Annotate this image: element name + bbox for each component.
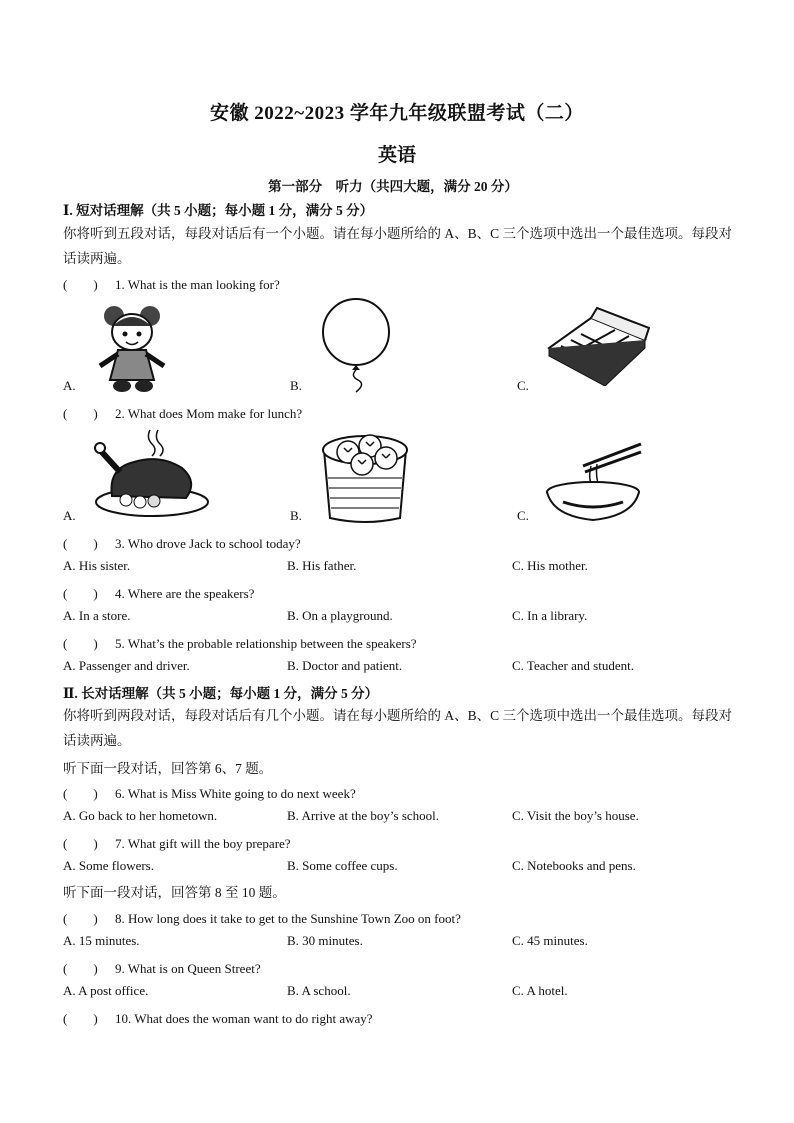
answer-blank[interactable]: ( ) xyxy=(63,536,98,551)
option-6c: C. Visit the boy’s house. xyxy=(512,808,639,823)
answer-blank[interactable]: ( ) xyxy=(63,836,98,851)
question-6 xyxy=(63,783,356,802)
answer-blank[interactable]: ( ) xyxy=(63,786,98,801)
option-9c: C. A hotel. xyxy=(512,983,568,998)
option-4c: C. In a library. xyxy=(512,608,588,623)
exam-title: 安徽 2022~2023 学年九年级联盟考试（二） xyxy=(210,103,584,124)
option-7c: C. Notebooks and pens. xyxy=(512,858,636,873)
option-6a: A. Go back to her hometown. xyxy=(63,808,218,823)
option-8a: A. 15 minutes. xyxy=(63,933,140,948)
option-4b: B. On a playground. xyxy=(287,608,393,623)
option-5a: A. Passenger and driver. xyxy=(63,658,190,673)
option-2b: B. xyxy=(290,508,302,523)
option-8b: B. 30 minutes. xyxy=(287,933,363,948)
question-5 xyxy=(63,633,417,652)
answer-blank[interactable]: ( ) xyxy=(63,911,98,926)
question-text: 10. What does the woman want to do right away? xyxy=(115,1011,373,1026)
question-10 xyxy=(63,1008,373,1027)
question-3 xyxy=(63,533,301,552)
option-8c: C. 45 minutes. xyxy=(512,933,588,948)
option-6b: B. Arrive at the boy’s school. xyxy=(287,808,440,823)
option-4a: A. In a store. xyxy=(63,608,131,623)
option-3c: C. His mother. xyxy=(512,558,588,573)
dumplings-picture xyxy=(318,428,412,526)
roast-chicken-picture xyxy=(90,428,214,520)
option-9a: A. A post office. xyxy=(63,983,149,998)
option-1a: A. xyxy=(63,378,76,393)
question-4 xyxy=(63,583,254,602)
question-text: 6. What is Miss White going to do next week? xyxy=(115,786,356,801)
answer-blank[interactable]: ( ) xyxy=(63,277,98,292)
subject-title: 英语 xyxy=(377,145,416,166)
option-2a: A. xyxy=(63,508,76,523)
question-text: 8. How long does it take to get to the Sunshine Town Zoo on foot? xyxy=(115,911,461,926)
option-2c: C. xyxy=(517,508,529,523)
option-9b: B. A school. xyxy=(287,983,351,998)
question-text: 9. What is on Queen Street? xyxy=(115,961,261,976)
option-3a: A. His sister. xyxy=(63,558,131,573)
question-text: 3. Who drove Jack to school today? xyxy=(115,536,301,551)
question-8 xyxy=(63,908,461,927)
dialogue-note-2: 听下面一段对话，回答第 8 至 10 题。 xyxy=(63,885,286,900)
question-text: 1. What is the man looking for? xyxy=(115,277,280,292)
balloon-picture xyxy=(316,298,396,394)
question-text: 4. Where are the speakers? xyxy=(115,586,255,601)
question-2 xyxy=(63,403,302,422)
section1-heading: Ⅰ. 短对话理解（共 5 小题；每小题 1 分，满分 5 分） xyxy=(63,203,374,218)
question-1 xyxy=(63,274,280,293)
dialogue-note-1: 听下面一段对话，回答第 6、7 题。 xyxy=(63,761,273,776)
part-heading: 第一部分 听力（共四大题，满分 20 分） xyxy=(268,179,518,194)
question-text: 5. What’s the probable relationship between the speakers? xyxy=(115,636,417,651)
section2-instruction: 你将听到两段对话，每段对话后有几个小题。请在每小题所给的 A、B、C 三个选项中选出一个最佳选项。每段对话读两遍。 xyxy=(63,708,733,748)
option-5b: B. Doctor and patient. xyxy=(287,658,403,673)
question-text: 2. What does Mom make for lunch? xyxy=(115,406,303,421)
option-7b: B. Some coffee cups. xyxy=(287,858,398,873)
noodles-picture xyxy=(543,442,643,524)
question-9 xyxy=(63,958,261,977)
section2-heading: Ⅱ. 长对话理解（共 5 小题；每小题 1 分，满分 5 分） xyxy=(63,686,379,701)
option-1c: C. xyxy=(517,378,529,393)
doll-picture xyxy=(92,302,172,394)
answer-blank[interactable]: ( ) xyxy=(63,406,98,421)
section1-instruction: 你将听到五段对话，每段对话后有一个小题。请在每小题所给的 A、B、C 三个选项中选出一个最佳选项。每段对话读两遍。 xyxy=(63,226,733,266)
answer-blank[interactable]: ( ) xyxy=(63,636,98,651)
answer-blank[interactable]: ( ) xyxy=(63,1011,98,1026)
option-5c: C. Teacher and student. xyxy=(512,658,634,673)
paint-box-picture xyxy=(545,306,651,386)
question-text: 7. What gift will the boy prepare? xyxy=(115,836,291,851)
option-3b: B. His father. xyxy=(287,558,357,573)
option-1b: B. xyxy=(290,378,302,393)
answer-blank[interactable]: ( ) xyxy=(63,586,98,601)
answer-blank[interactable]: ( ) xyxy=(63,961,98,976)
option-7a: A. Some flowers. xyxy=(63,858,154,873)
question-7 xyxy=(63,833,291,852)
